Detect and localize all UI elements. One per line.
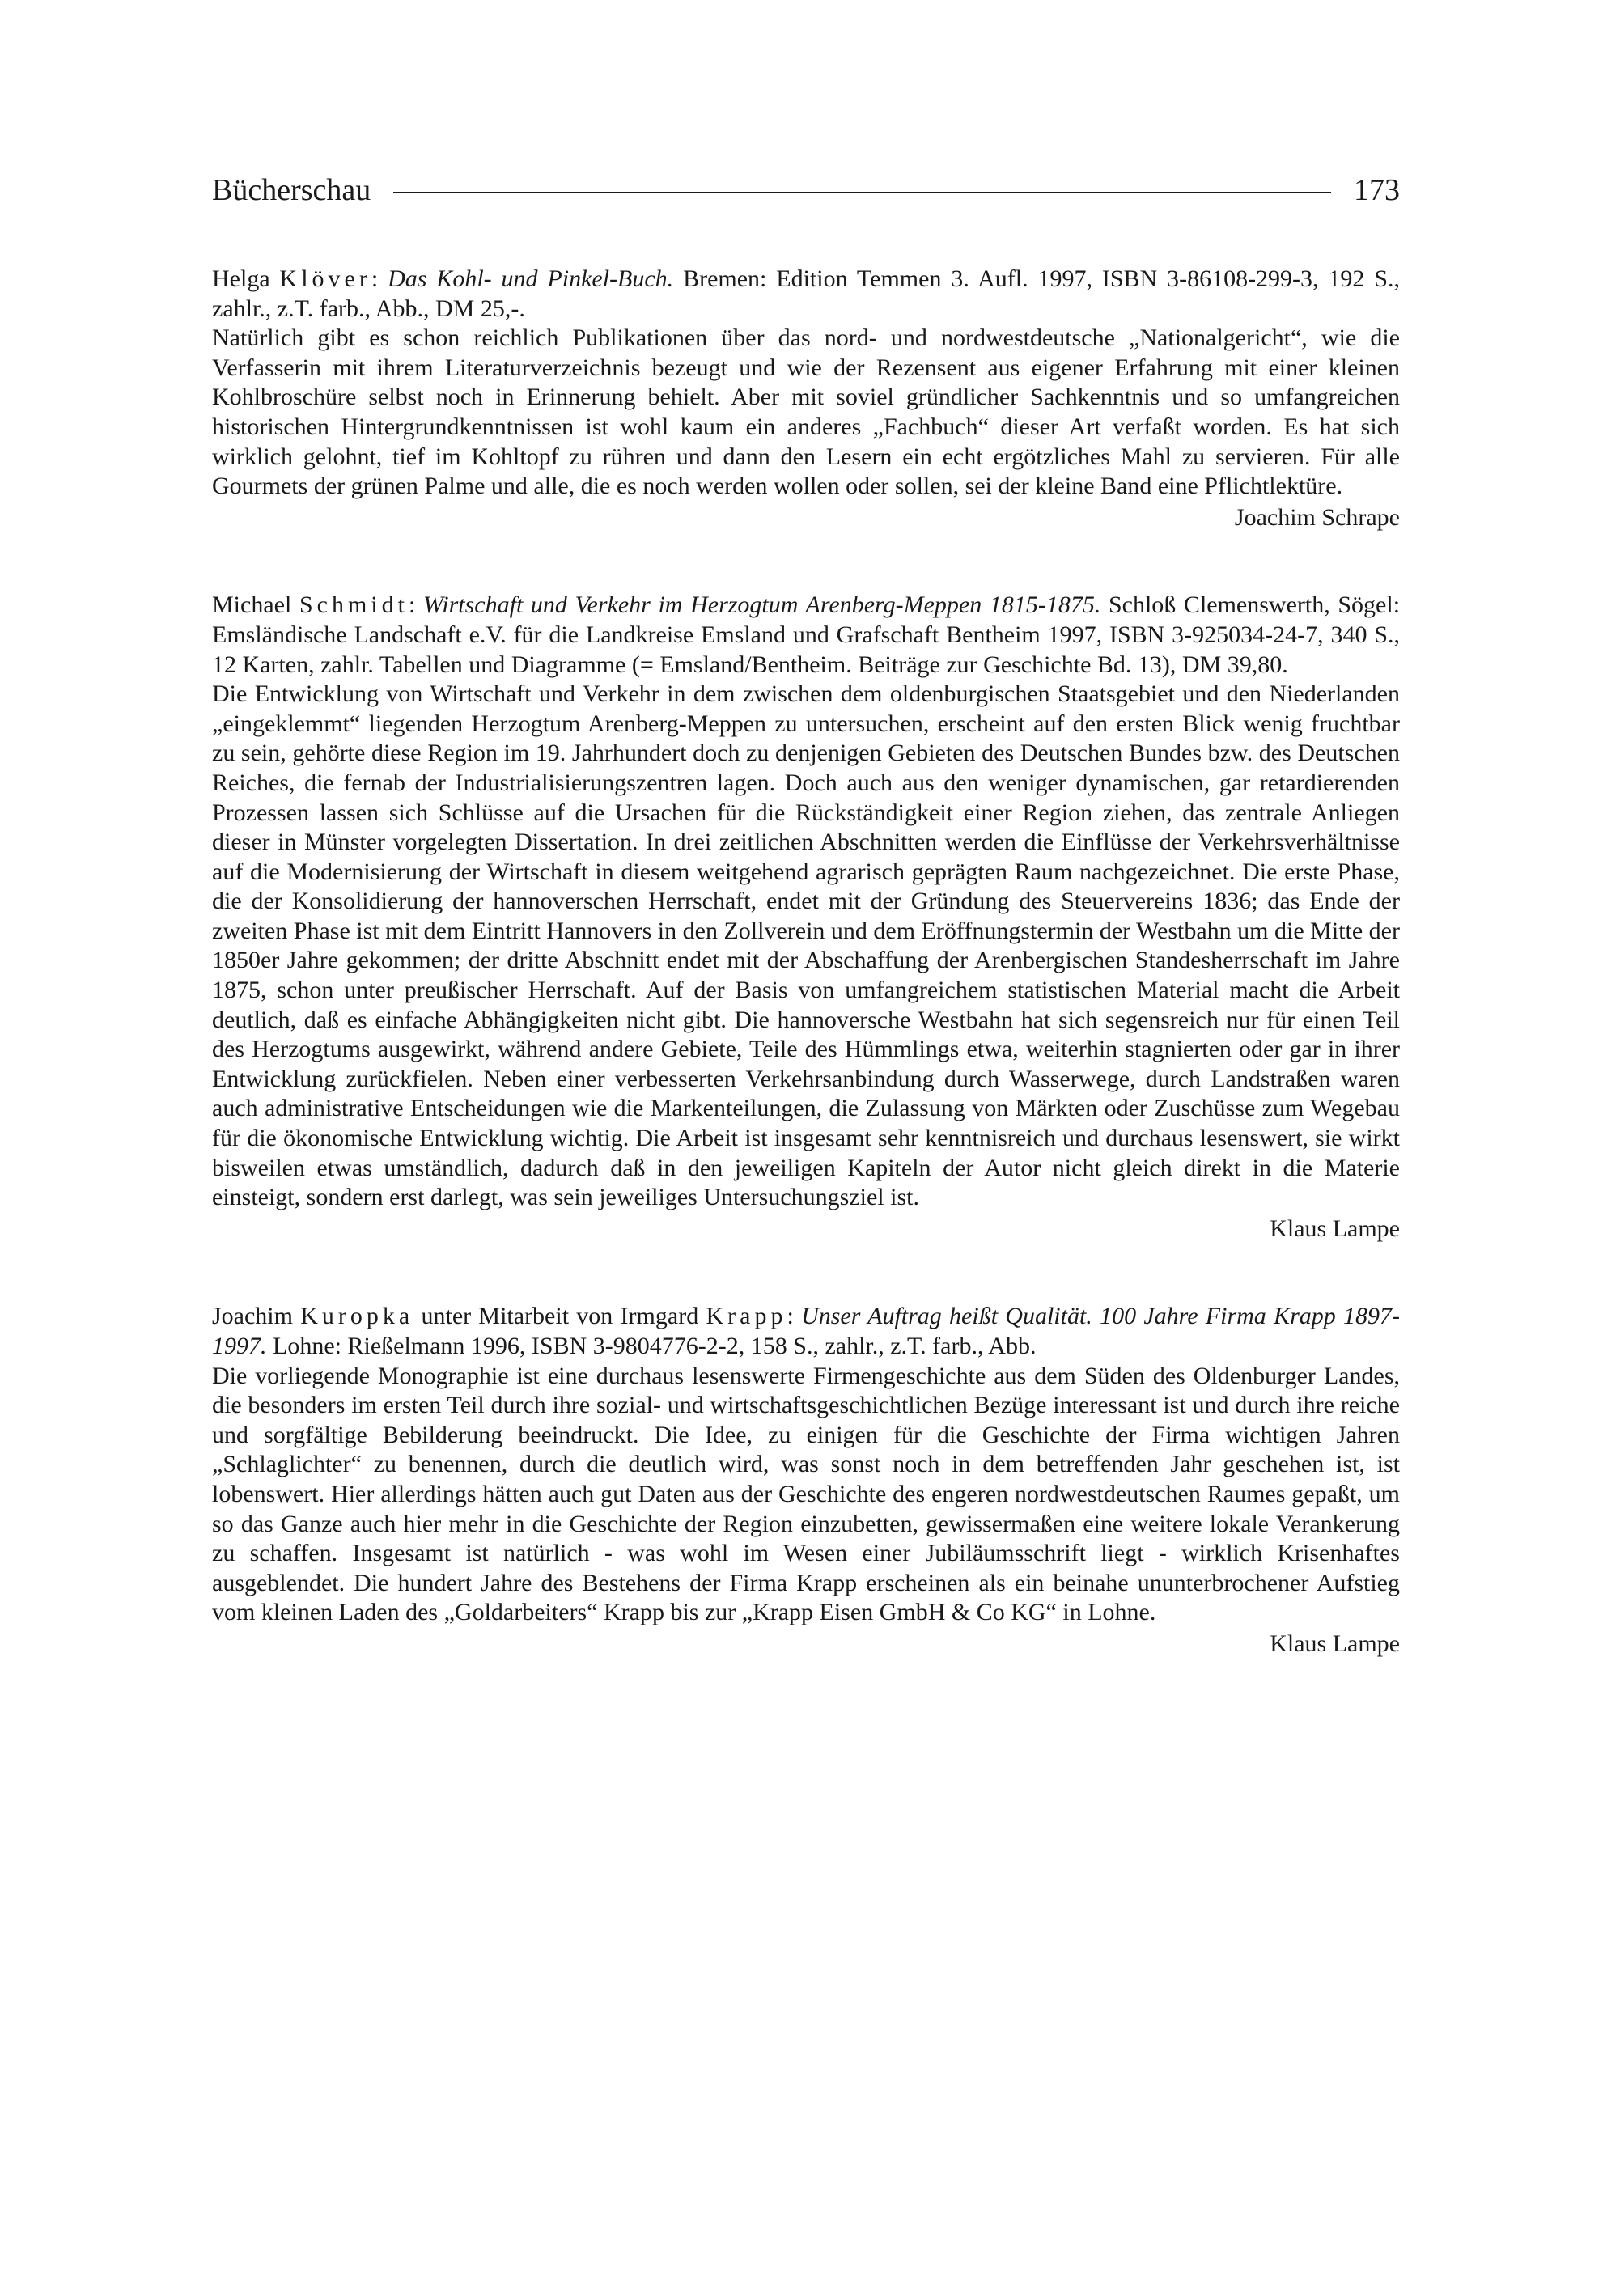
citation-separator: : (371, 265, 379, 292)
citation-separator: : (408, 591, 416, 619)
review-text: Natürlich gibt es schon reichlich Publikationen über das nord- und nordwestdeutsche „Nationalgericht“, wie die Verfasserin mit ihrem Literaturverzeichnis bezeugt und wie der Rezensent aus eigener Erfahrung mit einer kleinen Kohlbroschüre selbst noch in Erinnerung behielt. Aber mit soviel gründlicher Sachkenntnis und so umfangreichen historischen Hintergrundkenntnissen ist wohl kaum ein anderes „Fachbuch“ dieser Art verfaßt worden. Es hat sich wirklich gelohnt, tief im Kohltopf zu rühren und dann den Lesern ein echt ergötzliches Mahl zu servieren. Für alle Gourmets der grünen Palme und alle, die es noch werden wollen oder sollen, sei der kleine Band eine Pflichtlektüre. (212, 324, 1400, 500)
review-text: Die Entwicklung von Wirtschaft und Verkehr in dem zwischen dem oldenburgischen Staatsgebiet und den Niederlanden „eingeklemmt“ liegenden Herzogtum Arenberg-Meppen zu untersuchen, erscheint auf den ersten Blick wenig fruchtbar zu sein, gehörte diese Region im 19. Jahrhundert doch zu denjenigen Gebieten des Deutschen Bundes bzw. des Deutschen Reiches, die fernab der Industrialisierungszentren lagen. Doch auch aus den weniger dynamischen, gar retardierenden Prozessen lassen sich Schlüsse auf die Ursachen für die Rückständigkeit einer Region ziehen, das zentrale Anliegen dieser in Münster vorgelegten Dissertation. In drei zeitlichen Abschnitten werden die Einflüsse der Verkehrsverhältnisse auf die Modernisierung der Wirtschaft in diesem weitgehend agrarisch geprägten Raum nachgezeichnet. Die erste Phase, die der Konsolidierung der hannoverschen Herrschaft, endet mit der Gründung des Steuervereins 1836; das Ende der zweiten Phase ist mit dem Eintritt Hannovers in den Zollverein und dem Eröffnungstermin der Westbahn um die Mitte der 1850er Jahre gekommen; der dritte Abschnitt endet mit der Abschaffung der Arenbergischen Standesherrschaft im Jahre 1875, schon unter preußischer Herrschaft. Auf der Basis von umfangreichem statistischen Material macht die Arbeit deutlich, daß es einfache Abhängigkeiten nicht gibt. Die hannoversche Westbahn hat sich segensreich nur für einen Teil des Herzogtums ausgewirkt, während andere Gebiete, Teile des Hümmlings etwa, weiterhin stagnierten oder gar in ihrer Entwicklung zurückfielen. Neben einer verbesserten Verkehrsanbindung durch Wasserwege, durch Landstraßen waren auch administrative Entscheidungen wie die Markenteilungen, die Zulassung von Märkten oder Zuschüsse zum Wegebau für die ökonomische Entwicklung wichtig. Die Arbeit ist insgesamt sehr kenntnisreich und durchaus lesenswert, sie wirkt bisweilen etwas umständlich, dadurch daß in den jeweiligen Kapiteln der Autor nicht gleich direkt in die Materie einsteigt, sondern erst darlegt, was sein jeweiliges Untersuchungsziel ist. (212, 680, 1400, 1211)
author-first-name: Michael (212, 591, 292, 619)
review-entry (212, 591, 1400, 1244)
author-last-name: Kuropka (300, 1303, 414, 1330)
book-title: Das Kohl- und Pinkel-Buch. (388, 265, 674, 292)
bibliographic-citation (212, 265, 1400, 324)
page (212, 166, 1400, 1659)
publication-details: Bremen: Edition Temmen 3. Aufl. 1997, ISBN 3-86108-299-3, 192 S., zahlr., z.T. farb., Abb., DM 25,-. (212, 265, 1401, 322)
bibliographic-citation (212, 591, 1400, 680)
citation-separator: : (787, 1303, 794, 1330)
reviewer-name: Klaus Lampe (1270, 1630, 1400, 1657)
book-title: Wirtschaft und Verkehr im Herzogtum Arenberg-Meppen 1815-1875. (422, 591, 1101, 619)
publication-details: Schloß Clemenswerth, Sögel: Emsländische Landschaft e.V. für die Landkreise Emsland und Grafschaft Bentheim 1997, ISBN 3-925034-24-7, 340 S., 12 Karten, zahlr. Tabellen und Diagramme (= Emsland/Bentheim. Beiträge zur Geschichte Bd. 13), DM 39,80. (212, 591, 1401, 678)
review-text: Die vorliegende Monographie ist eine durchaus lesenswerte Firmengeschichte aus dem Süden des Oldenburger Landes, die besonders im ersten Teil durch ihre sozial- und wirtschaftsgeschichtlichen Bezüge interessant ist und durch ihre reiche und sorgfältige Bebilderung beeindruckt. Die Idee, zu einigen für die Geschichte der Firma wichtigen Jahren „Schlaglichter“ zu benennen, durch die deutlich wird, was sonst noch in dem betreffenden Jahr geschehen ist, ist lobenswert. Hier allerdings hätten auch gut Daten aus der Geschichte des engeren nordwestdeutschen Raumes gepaßt, um so das Ganze auch hier mehr in die Geschichte der Region einzubetten, gewissermaßen eine weitere lokale Verankerung zu schaffen. Insgesamt ist natürlich - was wohl im Wesen einer Jubiläumsschrift liegt - wirklich Krisenhaftes ausgeblendet. Die hundert Jahre des Bestehens der Firma Krapp erscheinen als ein beinahe ununterbrochener Aufstieg vom kleinen Laden des „Goldarbeiters“ Krapp bis zur „Krapp Eisen GmbH & Co KG“ in Lohne. (212, 1362, 1400, 1626)
review-entry (212, 1302, 1400, 1659)
publication-details: Lohne: Rießelmann 1996, ISBN 3-9804776-2-2, 158 S., zahlr., z.T. farb., Abb. (273, 1333, 1037, 1359)
page-number: 173 (1354, 173, 1400, 207)
author-last-name: Schmidt (299, 591, 409, 619)
author-first-name: Helga (212, 265, 270, 292)
author-last-name: Klöver (279, 265, 371, 292)
review-entry (212, 265, 1400, 532)
coauthor-intro: unter Mitarbeit von Irmgard (421, 1303, 699, 1330)
running-head (212, 166, 1400, 214)
reviewer-name: Klaus Lampe (1270, 1214, 1400, 1242)
bibliographic-citation (212, 1302, 1400, 1361)
book-title: Unser Auftrag heißt Qualität. 100 Jahre Firma Krapp 1897-1997. (212, 1303, 1400, 1359)
header-rule (393, 192, 1331, 193)
coauthor-last-name: Krapp (706, 1303, 787, 1330)
author-first-name: Joachim (212, 1303, 293, 1330)
section-title: Bücherschau (212, 173, 371, 207)
reviewer-name: Joachim Schrape (1234, 503, 1400, 531)
